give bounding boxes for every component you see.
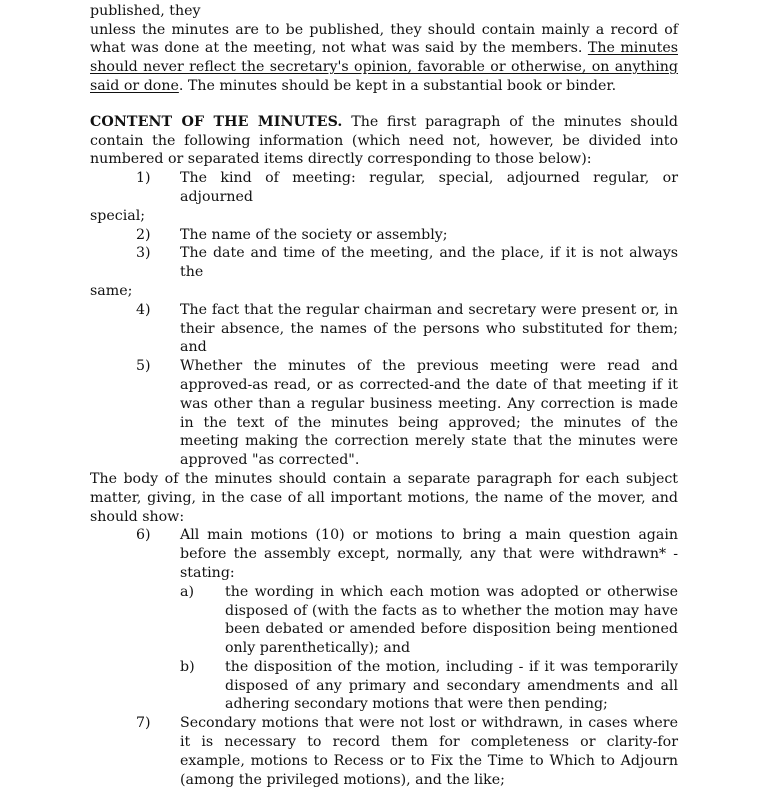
underlined-sentence: The minutes should never reflect the secretary's opinion, favorable or otherwise, on anything said or done xyxy=(90,40,678,94)
sub-item-a: a) the wording in which each motion was adopted or otherwise disposed of (with the facts as to whether the motion may have been debated or amended before disposition being mentioned only parenthetically); and xyxy=(180,583,678,657)
paragraph-body-of-minutes: The body of the minutes should contain a separate paragraph for each subject matter, giving, in the case of all important motions, the name of the mover, and should show: xyxy=(90,470,678,525)
list-item-2: 2) The name of the society or assembly; xyxy=(136,226,448,243)
list-item-1: 1) The kind of meeting: regular, special, adjourned regular, or adjourned special; xyxy=(90,170,678,224)
sub-item-b: b) the disposition of the motion, including - if it was temporarily disposed of any primary and secondary amendments and all adhering secondary motions that were then pending; xyxy=(180,658,678,713)
list-item-3: 3) The date and time of the meeting, and the place, if it is not always the same; xyxy=(90,245,678,299)
paragraph-content-of-minutes: CONTENT OF THE MINUTES. The first paragraph of the minutes should contain the following information (which need not, however, be divided into numbered or separated items directly corresponding to those below): xyxy=(90,113,678,168)
list-item-5: 5) Whether the minutes of the previous meeting were read and approved-as read, or as corrected-and the date of that meeting if it was other than a regular business meeting. Any correction is made in the text of the minutes being approved; the minutes of the meeting making the correction merely state that the minutes were approved "as corrected". xyxy=(136,358,678,469)
section-heading: CONTENT OF THE MINUTES. xyxy=(90,113,343,130)
paragraph-line-partial: published, they xyxy=(90,2,201,19)
list-item-7: 7) Secondary motions that were not lost or withdrawn, in cases where it is necessary to record them for completeness or clarity-for example, motions to Recess or to Fix the Time to Which to Adjourn (among the privileged motions), and the like; xyxy=(136,715,678,788)
document-body xyxy=(90,0,678,789)
list-item-4: 4) The fact that the regular chairman and secretary were present or, in their absence, the names of the persons who substituted for them; and xyxy=(136,301,678,356)
list-item-6: 6) All main motions (10) or motions to bring a main question again before the assembly except, normally, any that were withdrawn* - stating: xyxy=(136,527,678,581)
paragraph-minutes-record: published, they unless the minutes are to be published, they should contain mainly a record of what was done at the meeting, not what was said by the members. The minutes should never reflect the secretary's opinion, favorable or otherwise, on anything said or done. The minutes should be kept in a substantial book or binder. xyxy=(90,0,678,96)
